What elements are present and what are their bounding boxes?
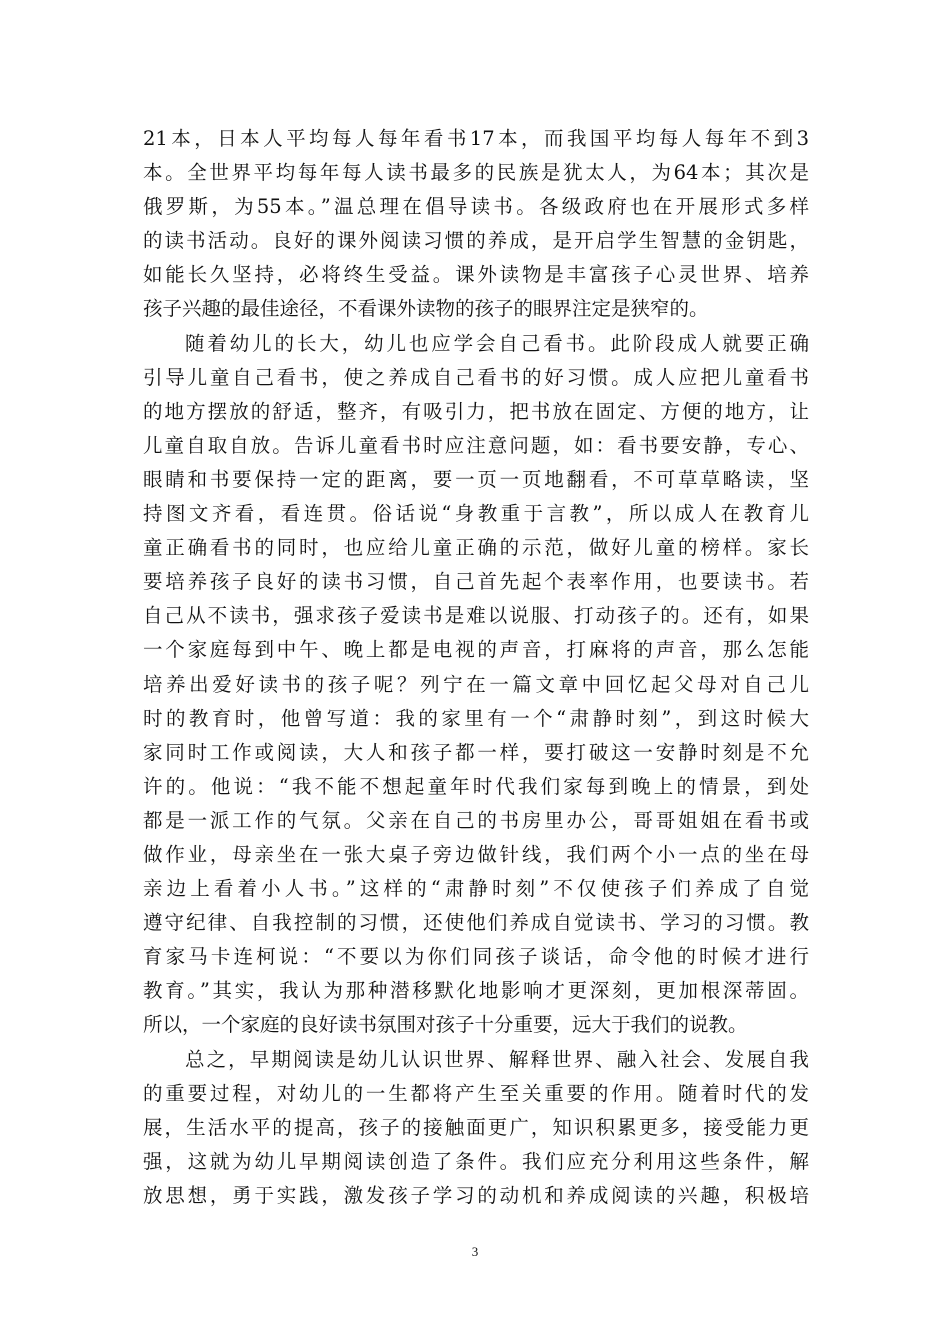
text-line: 家同时工作或阅读，大人和孩子都一样，要打破这一安静时刻是不允 — [143, 740, 809, 764]
text-line: 自己从不读书，强求孩子爱读书是难以说服、打动孩子的。还有，如果 — [143, 604, 809, 628]
text-line: 育家马卡连柯说：“不要以为你们同孩子谈话，命令他的时候才进行 — [143, 945, 809, 969]
text-line: 眼睛和书要保持一定的距离，要一页一页地翻看，不可草草略读，坚 — [143, 467, 809, 491]
text-line: 要培养孩子良好的读书习惯，自己首先起个表率作用，也要读书。若 — [143, 570, 809, 594]
text-line: 引导儿童自己看书，使之养成自己看书的好习惯。成人应把儿童看书 — [143, 365, 809, 389]
text-line: 俄罗斯，为55本。”温总理在倡导读书。各级政府也在开展形式多样 — [143, 195, 809, 219]
text-line: 总之，早期阅读是幼儿认识世界、解释世界、融入社会、发展自我 — [185, 1047, 809, 1071]
text-line: 教育。”其实，我认为那种潜移默化地影响才更深刻，更加根深蒂固。 — [143, 979, 809, 1003]
text-line: 21本，日本人平均每人每年看书17本，而我国平均每人每年不到3 — [143, 127, 809, 150]
paragraph-1 — [143, 122, 809, 327]
text-line: 放思想，勇于实践，激发孩子学习的动机和养成阅读的兴趣，积极培 — [143, 1183, 809, 1207]
text-line: 展，生活水平的提高，孩子的接触面更广，知识积累更多，接受能力更 — [143, 1115, 809, 1139]
text-line: 的读书活动。良好的课外阅读习惯的养成，是开启学生智慧的金钥匙， — [143, 229, 809, 253]
paragraph-2 — [143, 327, 809, 1043]
text-line: 都是一派工作的气氛。父亲在自己的书房里办公，哥哥姐姐在看书或 — [143, 808, 809, 832]
text-line: 儿童自取自放。告诉儿童看书时应注意问题，如：看书要安静，专心、 — [143, 433, 809, 457]
text-line: 遵守纪律、自我控制的习惯，还使他们养成自觉读书、学习的习惯。教 — [143, 911, 809, 935]
text-line: 时的教育时，他曾写道：我的家里有一个“肃静时刻”，到这时候大 — [143, 706, 809, 730]
text-line: 如能长久坚持，必将终生受益。课外读物是丰富孩子心灵世界、培养 — [143, 263, 809, 287]
text-line: 做作业，母亲坐在一张大桌子旁边做针线，我们两个小一点的坐在母 — [143, 842, 809, 866]
page-number: 3 — [471, 1244, 479, 1259]
text-line: 本。全世界平均每年每人读书最多的民族是犹太人，为64本；其次是 — [143, 161, 809, 185]
text-line: 培养出爱好读书的孩子呢？列宁在一篇文章中回忆起父母对自己儿 — [143, 672, 809, 696]
text-line: 持图文齐看，看连贯。俗话说“身教重于言教”，所以成人在教育儿 — [143, 502, 809, 526]
text-line: 所以，一个家庭的良好读书氛围对孩子十分重要，远大于我们的说教。 — [143, 1013, 748, 1037]
text-line: 强，这就为幼儿早期阅读创造了条件。我们应充分利用这些条件，解 — [143, 1149, 809, 1173]
text-line: 童正确看书的同时，也应给儿童正确的示范，做好儿童的榜样。家长 — [143, 536, 809, 560]
text-line: 的重要过程，对幼儿的一生都将产生至关重要的作用。随着时代的发 — [143, 1081, 809, 1105]
text-line: 亲边上看着小人书。”这样的“肃静时刻”不仅使孩子们养成了自觉 — [143, 877, 809, 901]
text-line: 随着幼儿的长大，幼儿也应学会自己看书。此阶段成人就要正确 — [185, 331, 809, 355]
text-line: 许的。他说：“我不能不想起童年时代我们家每到晚上的情景，到处 — [143, 774, 809, 798]
text-line: 的地方摆放的舒适，整齐，有吸引力，把书放在固定、方便的地方，让 — [143, 399, 809, 423]
text-body — [143, 122, 809, 1213]
paragraph-3 — [143, 1043, 809, 1213]
text-line: 孩子兴趣的最佳途径，不看课外读物的孩子的眼界注定是狭窄的。 — [143, 297, 709, 321]
text-line: 一个家庭每到中午、晚上都是电视的声音，打麻将的声音，那么怎能 — [143, 638, 809, 662]
